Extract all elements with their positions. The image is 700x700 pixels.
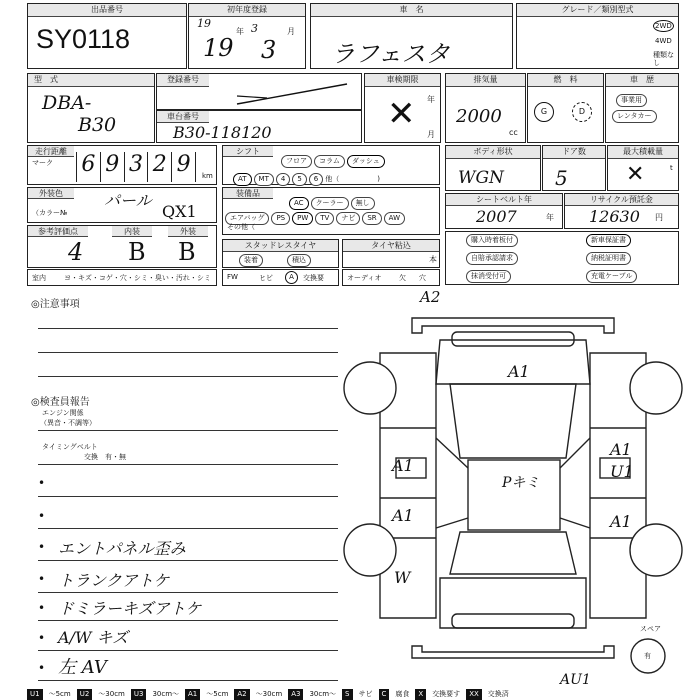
color-value: パール [104,191,152,210]
legend-code: C [379,689,390,700]
equip-ac: AC [289,197,309,210]
right-door-lines [560,438,590,528]
score-exterior: B [178,238,196,266]
displacement-box [445,73,526,143]
katashiki-box [27,73,155,143]
shift-opt-4: 4 [276,173,290,186]
equip-airbag: エアバッグ [225,212,269,225]
shift-opt-other: 他（ [325,175,340,183]
mileage-digit: 6 [76,152,100,182]
fw-opt-a: A [285,271,298,284]
wheel-front-left [344,362,396,414]
shaken-value: ✕ [387,94,416,134]
inspector-bullet: • [38,572,46,586]
inspector-bullet: • [38,540,46,554]
model-name-value: ラフェスタ [331,40,450,68]
audio-opt-missing: 欠 [399,274,406,282]
katashiki-label: 型 式 [28,74,154,87]
shift-opt-floor: フロア [281,155,312,168]
legend-desc: ～30cm [255,690,283,698]
grade-opt-none: 種類なし [653,51,674,67]
inspector-line [38,650,338,651]
front-bumper-shape [412,318,614,333]
wheel-front-right [630,362,682,414]
score-overall: 4 [68,238,84,266]
wheel-rear-right [630,524,682,576]
legend-code: A3 [288,689,303,700]
history-opt-rental: レンタカー [612,110,657,123]
doc-purchase-plate: 購入時着板付 [466,234,518,247]
lot-number: SY0118 [36,24,131,54]
inspector-timing-sub: 交換 有・無 [84,453,126,461]
scores-label: 参考評価点 [28,226,88,237]
shift-opt-at: AT [233,173,252,186]
legend-code: S [342,689,352,700]
diagram-note-right-a: A1 [610,440,632,459]
katashiki-line2: B30 [78,114,117,136]
inspector-bullet: • [38,661,46,675]
grade-box [516,3,679,69]
color-box [27,187,217,223]
audio-label: オーディオ [347,274,382,282]
interior-notes-box [27,269,217,286]
inspector-line [38,592,338,593]
shift-box [222,145,440,185]
equip-sr: SR [362,212,381,225]
shift-opt-5: 5 [292,173,306,186]
reg-no-scribble [227,80,357,108]
diagram-note-front: A1 [508,362,530,381]
body-type-value: WGN [458,168,504,188]
legend-code: U1 [27,689,43,700]
doc-deregistration: 抹消受付可 [466,270,511,283]
equipment-other: その他（ [227,223,255,231]
notes-label: ◎注意事項 [31,299,80,310]
legend-desc: 交換要す [432,690,461,698]
first-reg-year-small: 19 [197,17,211,30]
history-opt-business: 事業用 [616,94,647,107]
windshield-shape [450,384,576,458]
recycle-box [564,193,679,229]
legend-desc: ～5cm [206,690,229,698]
notes-line [38,328,338,329]
recycle-value: 12630 [589,207,640,226]
grade-label: グレード／類別型式 [517,4,678,17]
mileage-digit: 9 [100,152,124,182]
scores-exterior-label: 外装 [168,226,208,237]
doc-charge-cable: 充電ケーブル [586,270,637,283]
diagram-note-bottom: AU1 [560,672,591,688]
equip-pw: PW [292,212,313,225]
rear-hatch-shape [440,578,586,628]
legend-desc: ～30cm [98,690,125,698]
diagram-note-right-b: U1 [610,462,634,481]
displacement-value: 2000 [456,106,502,127]
capacity-unit: t [670,164,673,172]
interior-notes-items: ヨ・キズ・コゲ・穴・シミ・臭い・汚れ・シミ [64,274,211,282]
inspector-line-text: 左 AV [58,657,107,678]
inspector-line [38,620,338,621]
legend-code: U3 [131,689,147,700]
recycle-label: リサイクル預託金 [565,194,678,206]
diagram-note-right-c: A1 [610,512,632,531]
equip-cooler: クーラー [311,197,349,210]
shift-opt-6: 6 [309,173,323,186]
doors-value: 5 [555,166,568,190]
equip-aw: AW [384,212,405,225]
grade-opt-2wd: 2WD [655,22,672,30]
inspector-line [38,464,338,465]
equip-tv: TV [315,212,334,225]
legend-code: A1 [185,689,200,700]
equip-none: 無し [351,197,375,210]
inspector-line [38,430,338,431]
equipment-label: 装備品 [223,188,273,199]
tire-value: 本 [429,255,437,264]
chassis-value: B30-118120 [173,123,272,142]
seatbelt-value: 2007 [476,207,517,226]
reg-no-box [156,73,362,110]
shift-opt-dash: ダッシュ [347,155,385,168]
color-sub-label: （カラー№ [32,209,68,217]
spare-label: スペア [640,625,661,633]
mileage-digit: 9 [171,152,196,182]
inspector-bullet: • [38,476,46,490]
inspector-line [38,680,338,681]
seatbelt-label: シートベルト年 [446,194,562,206]
inspector-bullet: • [38,631,46,645]
inspector-engine-label: エンジン関係 [42,409,84,417]
body-type-label: ボディ形状 [446,146,540,159]
katashiki-line1: DBA- [42,92,92,114]
inspector-timing-label: タイミングベルト [42,443,98,451]
score-interior: B [128,238,146,266]
shaken-month-label: 月 [427,130,435,139]
studless-opt-loaded: 積込 [287,254,311,267]
first-reg-box [188,3,306,69]
inspector-line [38,528,338,529]
equip-navi: ナビ [336,212,360,225]
chassis-label: 車台番号 [157,111,209,123]
body-type-box [445,145,541,191]
first-reg-year-label: 年 [236,27,244,36]
displacement-label: 排気量 [446,74,525,87]
inspector-line-text: ドミラーキズアトケ [58,599,202,618]
shift-opt-other-close: ) [377,175,380,183]
doors-label: ドア数 [543,146,605,159]
audio-opt-hole: 穴 [419,274,426,282]
fuel-opt-d: D [572,102,592,122]
displacement-unit: cc [509,128,518,137]
diagram-note-left-front: A1 [392,456,414,475]
mileage-digit: 2 [147,152,171,182]
inspector-bullet: • [38,509,46,523]
tire-box [342,239,440,268]
mileage-unit: km [202,172,213,180]
scores-interior-label: 内装 [112,226,152,237]
shift-label: シフト [223,146,273,157]
model-name-box [310,3,513,69]
color-code: QX1 [162,202,197,221]
history-box [605,73,679,143]
equip-ps: PS [271,212,290,225]
inspector-line-text: エントパネル歪み [58,539,186,558]
rear-window-shape [450,532,576,574]
diagram-note-left-rear: A1 [392,506,414,525]
rear-bumper-shape [412,646,614,658]
audio-box [342,269,440,286]
mileage-digit: 3 [124,152,148,182]
legend-desc: 交換済 [487,690,509,698]
legend-desc: 30cm～ [309,690,337,698]
legend-code: XX [466,689,482,700]
mileage-box [27,145,217,185]
fw-opt-replace: 交換要 [303,274,324,282]
recycle-unit: 円 [655,213,663,222]
history-label: 車 歴 [606,74,678,87]
equipment-box [222,187,440,235]
shaken-box [364,73,441,143]
rear-grille-shape [452,614,574,628]
fw-opt-crack: ヒビ [259,274,273,282]
legend-desc: サビ [358,690,373,698]
chassis-box [156,110,362,143]
lot-box [27,3,187,69]
legend-code: U2 [77,689,93,700]
doors-box [542,145,606,191]
lot-label: 出品番号 [28,4,186,17]
diagram-note-roof: Pキミ [502,475,540,491]
fw-label: FW [227,273,238,281]
scores-box [27,225,217,268]
first-reg-month-small: 3 [251,22,258,35]
diagram-note-top: A2 [420,288,441,306]
model-name-label: 車 名 [311,4,512,17]
legend-desc: 腐食 [395,690,410,698]
shift-opt-mt: MT [254,173,274,186]
inspector-label: ◎検査員報告 [31,397,90,408]
notes-line [38,376,338,377]
spare-opt: 有 [644,652,651,660]
tire-label: タイヤ粘込 [343,240,439,252]
fuel-box [527,73,604,143]
shaken-year-label: 年 [427,95,435,104]
reg-no-label: 登録番号 [157,74,209,87]
first-reg-label: 初年度登録 [189,4,305,17]
grade-opt-4wd: 4WD [655,37,672,45]
fuel-label: 燃 料 [528,74,603,87]
inspector-line [38,560,338,561]
shift-opt-column: コラム [314,155,345,168]
legend-code: X [415,689,426,700]
seatbelt-box [445,193,563,229]
legend-code: A2 [234,689,249,700]
docs-box [445,231,679,285]
studless-label: スタッドレスタイヤ [223,240,338,252]
doc-warranty: 新車保証書 [586,234,631,247]
doc-insurance: 自賠承認請求 [466,252,518,265]
mileage-mark: マーク [32,159,53,167]
legend-bar [27,689,679,700]
legend-desc: ～5cm [48,690,71,698]
first-reg-month: 3 [261,36,277,64]
inspector-line-text: トランクアトケ [58,571,170,590]
inspector-bullet: • [38,601,46,615]
studless-opt-mounted: 装着 [239,254,263,267]
inspector-line-text: A/W キズ [58,628,129,647]
first-reg-year: 19 [203,34,234,62]
inspector-engine-sub: （異音・不調等） [40,419,96,427]
left-door-lines [436,438,468,528]
legend-desc: 30cm～ [152,690,180,698]
studless-box [222,239,339,268]
mileage-digits [76,152,196,182]
doc-tax-cert: 納税証明書 [586,252,631,265]
notes-line [38,352,338,353]
shaken-label: 車検期限 [365,74,440,87]
fuel-opt-g: G [534,102,554,122]
seatbelt-unit: 年 [546,213,554,222]
color-label: 外装色 [28,188,74,199]
capacity-value: ✕ [626,162,645,187]
capacity-box [607,145,679,191]
capacity-label: 最大積載量 [608,146,678,159]
mileage-label: 走行距離 [28,146,74,157]
interior-notes-label: 室内 [32,274,46,282]
wheel-rear-left [344,524,396,576]
front-grille-shape [452,332,574,346]
roof-shape [468,460,560,530]
shift-type-opts [281,148,387,168]
inspector-line [38,496,338,497]
shift-gear-opts [233,166,380,186]
diagram-note-left-wheel: W [394,568,411,587]
first-reg-month-label: 月 [287,27,295,36]
fw-box [222,269,339,286]
